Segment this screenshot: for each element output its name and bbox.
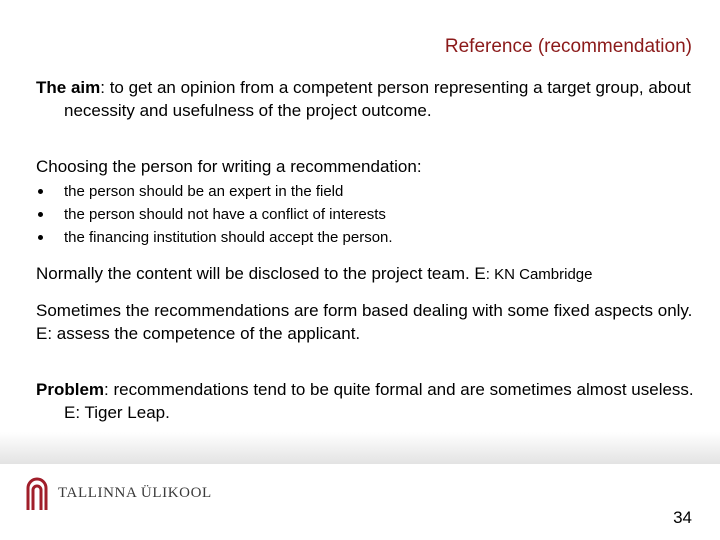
bullet-icon (38, 212, 43, 217)
list-item (36, 203, 393, 226)
aim-label: The aim (36, 78, 101, 97)
university-logo (26, 476, 212, 510)
bullet-text: the person should not have a conflict of interests (64, 206, 386, 223)
sometimes-paragraph: Sometimes the recommendations are form based dealing with some fixed aspects only. E: assess the competence of the applicant. (36, 301, 693, 343)
bullet-icon (38, 235, 43, 240)
page-number: 34 (673, 508, 692, 527)
logo-text: TALLINNA ÜLIKOOL (58, 484, 212, 501)
normally-paragraph (36, 262, 696, 286)
problem-paragraph (36, 378, 696, 424)
normally-text: Normally the content will be disclosed to the project team. E (36, 264, 486, 283)
list-item (36, 226, 393, 249)
criteria-list (36, 180, 393, 249)
aim-paragraph (36, 76, 696, 122)
bullet-text: the financing institution should accept the person. (64, 229, 393, 246)
footer-band (0, 432, 720, 464)
bullet-icon (38, 189, 43, 194)
normally-example: : KN Cambridge (485, 266, 593, 283)
aim-text: : to get an opinion from a competent person representing a target group, about necessity and usefulness of the project outcome. (64, 78, 691, 120)
slide-title: Reference (recommendation) (444, 36, 692, 57)
list-item (36, 180, 393, 203)
tallinn-university-emblem-icon (26, 476, 48, 510)
bullet-text: the person should be an expert in the field (64, 183, 344, 200)
choosing-heading: Choosing the person for writing a recommendation: (36, 157, 422, 176)
problem-text: : recommendations tend to be quite formal and are sometimes almost useless. E: Tiger Leap. (64, 380, 694, 422)
problem-label: Problem (36, 380, 105, 399)
